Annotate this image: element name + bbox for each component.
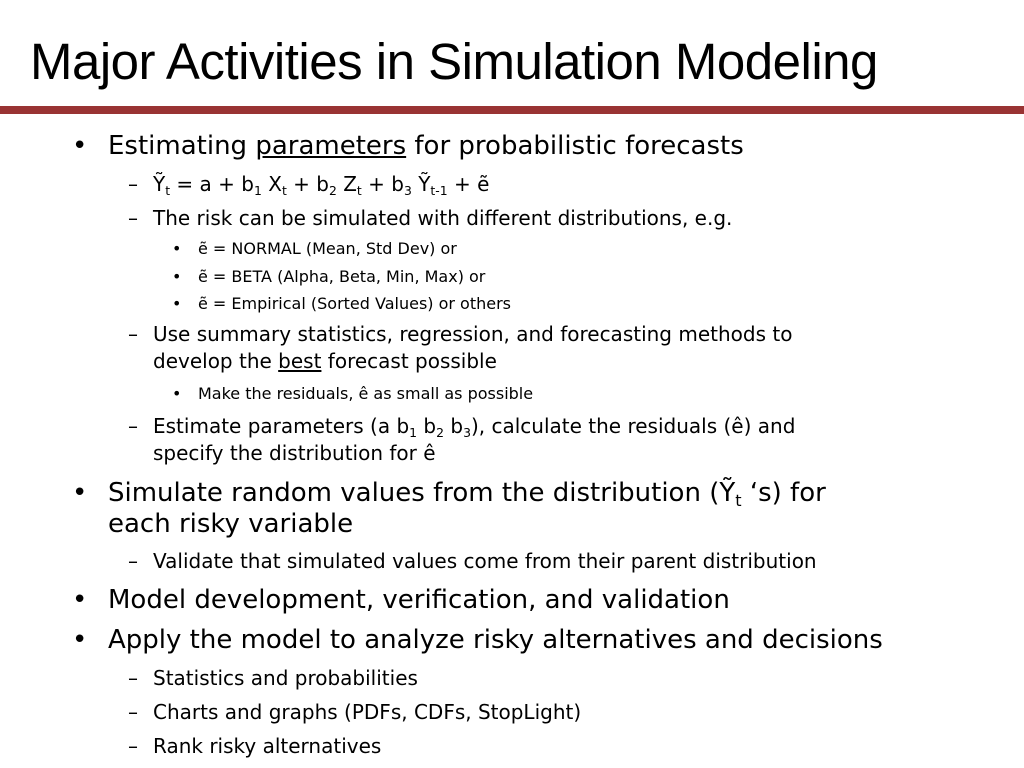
residuals-note: Make the residuals, ê as small as possible: [198, 384, 534, 403]
title-divider: [0, 106, 1024, 114]
dash-marker: –: [128, 734, 138, 758]
dash-marker: –: [128, 666, 138, 690]
dist-normal: ẽ = NORMAL (Mean, Std Dev) or: [198, 239, 457, 258]
apply-sub-statistics: Statistics and probabilities: [153, 666, 418, 690]
forecast-equation: Ỹ$_t$ = $a + b_1$ $X_t + b_2$ $Z_t + b_3$ Ỹ$_{t-1}$ + ẽ: [153, 172, 490, 198]
dot-marker: •: [172, 294, 182, 313]
validate-line: Validate that simulated values come from their parent distribution: [153, 549, 817, 573]
estimate-parameters-line-2: specify the distribution for ê: [153, 441, 436, 465]
underlined-parameters: parameters: [255, 131, 407, 161]
bullet-simulate-values-2: each risky variable: [108, 509, 354, 539]
bullet-marker: •: [72, 131, 88, 161]
dash-marker: –: [128, 172, 138, 196]
dist-empirical: ẽ = Empirical (Sorted Values) or others: [198, 294, 512, 313]
bullet-marker: •: [72, 478, 88, 508]
apply-sub-charts: Charts and graphs (PDFs, CDFs, StopLight): [153, 700, 582, 724]
bullet-marker: •: [72, 585, 88, 615]
slide-title: Major Activities in Simulation Modeling: [30, 33, 878, 90]
estimate-parameters-line: Estimate parameters (a $b_1$ $b_2$ $b_3$), calculate the residuals (ê) and: [153, 414, 796, 440]
dash-marker: –: [128, 700, 138, 724]
bullet-apply-model: Apply the model to analyze risky alternatives and decisions: [108, 625, 883, 655]
bullet-simulate-values: Simulate random values from the distribution (Ỹ$_t$ ‘s) for: [108, 478, 826, 511]
bullet-marker: •: [72, 625, 88, 655]
summary-stats-line-2: develop the best forecast possible: [153, 349, 497, 373]
dot-marker: •: [172, 239, 182, 258]
dash-marker: –: [128, 414, 138, 438]
dot-marker: •: [172, 267, 182, 286]
risk-simulation-line: The risk can be simulated with different distributions, e.g.: [153, 206, 733, 230]
dash-marker: –: [128, 549, 138, 573]
apply-sub-rank: Rank risky alternatives: [153, 734, 382, 758]
dash-marker: –: [128, 206, 138, 230]
dot-marker: •: [172, 384, 182, 403]
underlined-best: best: [278, 349, 322, 373]
dash-marker: –: [128, 322, 138, 346]
bullet-estimating-parameters: Estimating parameters for probabilistic forecasts: [108, 131, 744, 161]
bullet-model-development: Model development, verification, and validation: [108, 585, 730, 615]
dist-beta: ẽ = BETA (Alpha, Beta, Min, Max) or: [198, 267, 486, 286]
summary-stats-line: Use summary statistics, regression, and forecasting methods to: [153, 322, 793, 346]
